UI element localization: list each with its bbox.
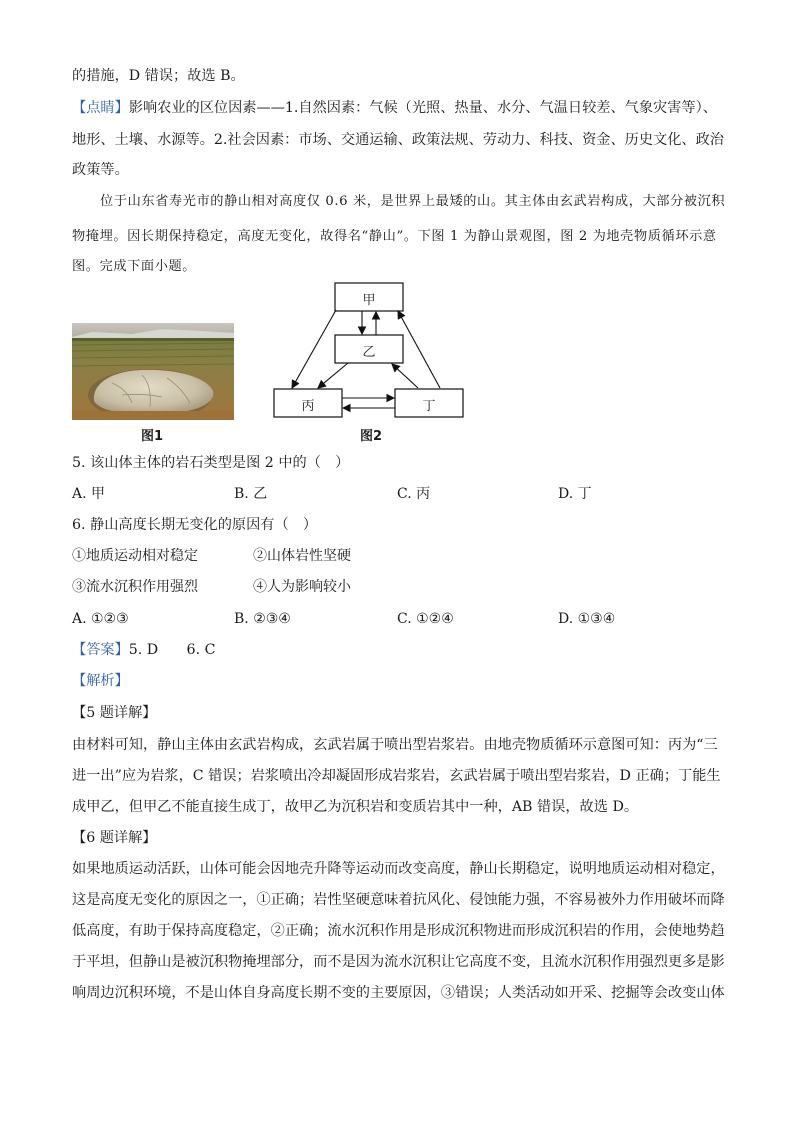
figure-1-caption: 图1 — [141, 429, 164, 444]
question-6-stem: 6. 静山高度长期无变化的原因有（ ） — [72, 517, 318, 533]
q5-option-d: D. 丁 — [558, 486, 592, 502]
text-line: 地形、土壤、水源等。2.社会因素：市场、交通运输、政策法规、劳动力、科技、资金、历史文化、政治 — [72, 132, 724, 148]
box-jia-label: 甲 — [362, 293, 376, 308]
q5-option-a: A. 甲 — [72, 486, 106, 502]
detail-6-line: 响周边沉积环境，不是山体自身高度长期不变的主要原因，③错误；人类活动如开采、挖掘等会改变山体 — [72, 985, 725, 1001]
text-line: 的措施，D 错误；故选 B。 — [72, 68, 245, 84]
q6-option-a: A. ①②③ — [72, 611, 129, 627]
detail-6-line: 如果地质运动活跃，山体可能会因地壳升降等运动而改变高度，静山长期稳定，说明地质运动相对稳定， — [72, 861, 725, 877]
arrow-jia-to-bing — [292, 310, 336, 388]
material-para-line: 位于山东省寿光市的静山相对高度仅 0.6 米，是世界上最矮的山。其主体由玄武岩构成，大部分被沉积 — [100, 194, 726, 209]
answer-tag: 【答案】 — [72, 642, 129, 658]
q6-item: ③流水沉积作用强烈 — [72, 579, 198, 595]
tip-line — [72, 98, 722, 118]
crust-cycle-diagram — [270, 280, 470, 424]
arrow-ding-to-jia — [398, 311, 440, 388]
detail-6-line: 于平坦，但静山是被沉积物掩埋部分，而不是因为流水沉积让它高度不变，且流水沉积作用强烈更多是影 — [72, 954, 725, 970]
answer-text: 5. D 6. C — [128, 642, 216, 658]
detail-5-line: 成甲乙，但甲乙不能直接生成丁，故甲乙为沉积岩和变质岩其中一种，AB 错误，故选 D。 — [72, 799, 639, 815]
tip-text: 影响农业的区位因素——1.自然因素：气候（光照、热量、水分、气温日较差、气象灾害等）、 — [128, 100, 717, 116]
q5-option-c: C. 丙 — [397, 486, 431, 502]
q6-option-c: C. ①②④ — [397, 611, 454, 627]
tip-tag: 【点睛】 — [72, 100, 129, 116]
analysis-tag: 【解析】 — [72, 673, 129, 689]
q6-option-b: B. ②③④ — [234, 611, 291, 627]
text-line: 政策等。 — [72, 162, 129, 178]
detail-6-title: 【6 题详解】 — [72, 830, 157, 846]
question-5-stem: 5. 该山体主体的岩石类型是图 2 中的（ ） — [72, 455, 350, 471]
q6-item: ②山体岩性坚硬 — [253, 548, 351, 564]
box-ding-label: 丁 — [422, 399, 436, 414]
detail-6-line: 低高度，有助于保持高度稳定，②正确；流水沉积作用是形成沉积物进而形成沉积岩的作用，会使地势趋 — [72, 923, 725, 939]
q6-option-d: D. ①③④ — [558, 611, 616, 627]
box-bing-label: 丙 — [301, 399, 315, 414]
answer-line — [72, 640, 722, 660]
arrow-yi-to-bing — [318, 363, 348, 388]
figure-2-caption: 图2 — [360, 429, 383, 444]
detail-5-line: 进一出”应为岩浆，C 错误；岩浆喷出冷却凝固形成岩浆岩，玄武岩属于喷出型岩浆岩，D 正确；丁能生 — [72, 768, 721, 784]
jingshan-landscape-photo — [72, 323, 234, 420]
q6-item: ④人为影响较小 — [253, 579, 351, 595]
detail-5-line: 由材料可知，静山主体由玄武岩构成，玄武岩属于喷出型岩浆岩。由地壳物质循环示意图可知：丙为“三 — [72, 737, 718, 753]
q5-option-b: B. 乙 — [234, 486, 268, 502]
detail-5-title: 【5 题详解】 — [72, 705, 157, 721]
box-yi-label: 乙 — [362, 345, 376, 360]
arrow-ding-to-yi — [392, 364, 418, 388]
q6-item: ①地质运动相对稳定 — [72, 548, 198, 564]
material-para-line: 图。完成下面小题。 — [72, 259, 197, 274]
detail-6-line: 这是高度无变化的原因之一，①正确；岩性坚硬意味着抗风化、侵蚀能力强，不容易被外力作用破坏而降 — [72, 892, 725, 908]
material-para-line: 物掩埋。因长期保持稳定，高度无变化，故得名“静山”。下图 1 为静山景观图，图 2 为地壳物质循环示意 — [72, 229, 717, 244]
